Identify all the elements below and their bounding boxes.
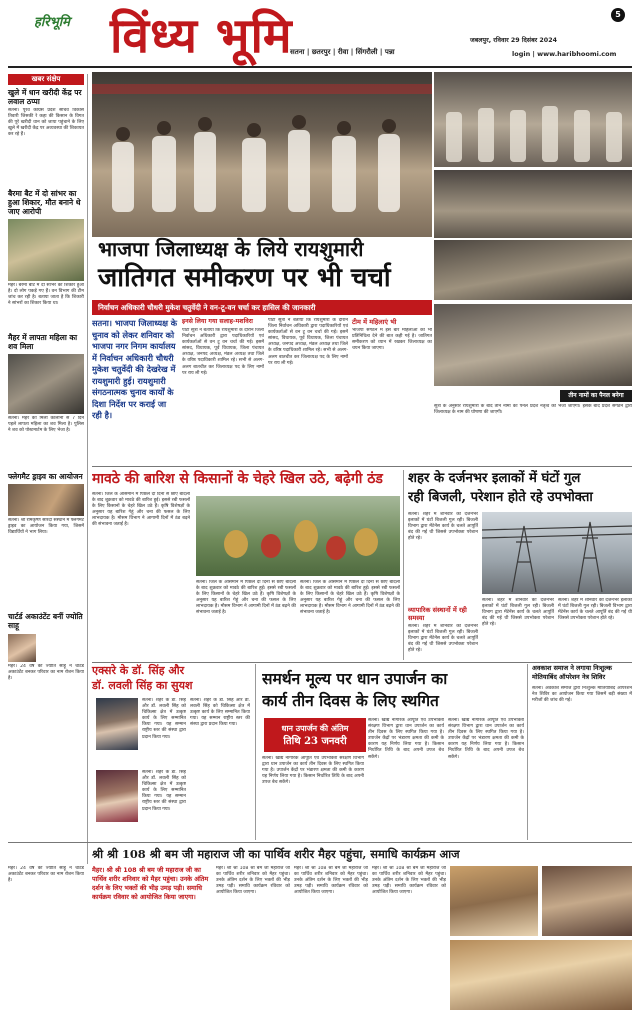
rain-body-3: सतना। जिले के आसमान में पिछले दो दिनों से छाए बादलों के बाद शुक्रवार को मावठे की बारिश हुई। इससे रबी फसलों के लिए किसानों के चेहरे खिल उठे हैं। कृषि विशेषज्ञों के अनुसार यह बारिश गेहूं और चना की फसल के लिए लाभदायक है। मौसम विभाग ने आगामी दिनों में ठंड बढ़ने की संभावना जताई है। [300, 580, 400, 616]
sidebar-bottom-text: मैहर। 24 वर्ष की ज्योति साहू ने चार्टर्ड अकाउंटेंट बनकर परिवार का नाम रोशन किया है। [8, 866, 84, 884]
lead-body-3: भाजपा संगठन में इस बार महिलाओं को भी प्रतिनिधित्व देने की बात कही गई है। जातिगत समीकरण को ध्यान में रखकर जिलाध्यक्ष का चयन किया जाएगा। [352, 328, 432, 352]
lead-headline-2: जातिगत समीकरण पर भी चर्चा [98, 263, 391, 293]
bottom-lead-text: मैहर। श्री श्री 108 श्री बम जी महाराज जी का पार्थिव शरीर शनिवार को मैहर पहुंचा। उनके अंतिम दर्शन के लिए भक्तों की भीड़ उमड़ पड़ी। समाधि कार्यक्रम रविवार को आयोजित किया जाएगा। [92, 866, 209, 901]
doctor-headline-2: डॉ. लवली सिंह का सुयश [92, 679, 193, 692]
rain-divider [403, 470, 404, 660]
msp-body-1: सतना। खाद्य नागरिक आपूर्ति एवं उपभोक्ता संरक्षण विभाग द्वारा धान उपार्जन का कार्य तीन दिवस के लिए स्थगित किया गया है। उपार्जन केंद्रों पर भंडारण क्षमता की कमी के कारण यह निर्णय लिया गया है। किसान निर्धारित तिथि के बाद अपनी उपज बेच सकेंगे। [262, 756, 364, 786]
masthead-rule [8, 66, 632, 68]
mid-divider [92, 662, 632, 663]
sidebar-lower [8, 612, 84, 862]
masthead-title: विंध्य भूमि [110, 8, 293, 64]
rain-photo [196, 496, 400, 576]
doctor-body-1: सतना। शहर के डॉ. सिंह और डॉ. लवली सिंह को चिकित्सा क्षेत्र में उत्कृष्ट कार्य के लिए सम्मानित किया गया। यह सम्मान राष्ट्रीय स्तर की संस्था द्वारा प्रदान किया गया। [142, 698, 186, 740]
rain-body-1: सतना। जिले के आसमान में पिछले दो दिनों से छाए बादलों के बाद शुक्रवार को मावठे की बारिश हुई। इससे रबी फसलों के लिए किसानों के चेहरे खिल उठे हैं। कृषि विशेषज्ञों के अनुसार यह बारिश गेहूं और चना की फसल के लिए लाभदायक है। मौसम विभाग ने आगामी दिनों में ठंड बढ़ने की संभावना जताई है। [92, 492, 190, 528]
lead-photo-4 [434, 240, 632, 300]
msp-body-3: सतना। खाद्य नागरिक आपूर्ति एवं उपभोक्ता संरक्षण विभाग द्वारा धान उपार्जन का कार्य तीन दिवस के लिए स्थगित किया गया है। उपार्जन केंद्रों पर भंडारण क्षमता की कमी के कारण यह निर्णय लिया गया है। किसान निर्धारित तिथि के बाद अपनी उपज बेच सकेंगे। [448, 718, 524, 760]
bottom-photo-3 [450, 940, 632, 1010]
bottom-divider [8, 842, 632, 843]
power-body-1: सतना। शहर में शनिवार को दर्जनभर इलाकों में घंटों बिजली गुल रही। बिजली विभाग द्वारा मेंटेनेंस कार्य के चलते आपूर्ति बंद की गई थी जिससे उपभोक्ता परेशान होते रहे। [408, 512, 478, 542]
lead-pull-quote: सतना। भाजपा जिलाध्यक्ष के चुनाव को लेकर शनिवार को भाजपा नगर निगम कार्यालय में निर्वाचन अधिकारी चौधरी मुकेश चतुर्वेदी की देखरेख में रायशुमारी हुई। रायशुमारी संगठनात्मक चुनाव कार्यों के दिशा निर्देश पर कराई जा रही है। [92, 318, 178, 420]
lead-col-3 [268, 318, 348, 466]
msp-box-line-2: तिथि 23 जनवरी [283, 736, 347, 747]
sidebar-text-5: मैहर। 24 वर्ष की ज्योति साहू ने चार्टर्ड अकाउंटेंट बनकर परिवार का नाम रोशन किया है। [8, 664, 84, 682]
lead-caption-tag: तीन नामों का पैनल बनेगा [560, 390, 632, 402]
power-subhead: व्यापारिक संस्थानों में रही समस्या [408, 606, 467, 622]
power-body-3: सतना। शहर में शनिवार को दर्जनभर इलाकों में घंटों बिजली गुल रही। बिजली विभाग द्वारा मेंटेनेंस कार्य के चलते आपूर्ति बंद की गई थी जिससे उपभोक्ता परेशान होते रहे। [482, 598, 554, 628]
bottom-body-3: मैहर। श्री श्री 108 श्री बम जी महाराज जी का पार्थिव शरीर शनिवार को मैहर पहुंचा। उनके अंतिम दर्शन के लिए भक्तों की भीड़ उमड़ पड़ी। समाधि कार्यक्रम रविवार को आयोजित किया जाएगा। [372, 866, 446, 896]
sidebar-divider [87, 74, 88, 864]
masthead [0, 0, 640, 68]
sidebar-text-2: मैहर। बैरमा बीट में दो सांभर का शिकार हुआ है। दो लोग पकड़े गए हैं। वन विभाग की टीम जांच कर रही है। बताया जाता है कि शिकारी ने सांभरों का शिकार किया था। [8, 283, 84, 307]
sidebar-text-1: सतना। पूरव कांग्रेस प्रदेश सचिव विकास तिवारी जिसकी रे कहा की किसान के विगत की पूरे खरीदी धान को जाया पहुंचाने के लिए खुले में खरीदी केंद्र पर अव्यवस्था की शिकायत कर रहे हैं। [8, 108, 84, 138]
lead-col-2 [182, 318, 264, 466]
doctor-headline-1: एक्सरे के डॉ. सिंह और [92, 664, 185, 677]
sidebar-headline-1: खुले में धान खरीदी केंद्र पर लवाल ठप्पा [8, 88, 82, 106]
lead-headline-1: भाजपा जिलाध्यक्ष के लिये रायशुमारी [98, 237, 364, 261]
lead-body-2: पार्टी सूत्रों ने बताया कि रायशुमारी के दौरान जिला निर्वाचन अधिकारी द्वारा पदाधिकारियों एवं कार्यकर्ताओं से वन टू वन चर्चा की गई। इसमें सांसद, विधायक, पूर्व विधायक, जिला पंचायत अध्यक्ष, जनपद अध्यक्ष, मंडल अध्यक्ष तथा जिले के वरिष्ठ पदाधिकारी शामिल रहे। सभी से अलग-अलग बातचीत कर जिलाध्यक्ष पद के लिए नामों पर राय ली गई। [268, 318, 348, 366]
edition-list: सतना | छतरपुर | रीवा | सिंगरौली | पन्ना [290, 48, 395, 56]
dateline: जबलपुर, रविवार 29 दिसंबर 2024 [470, 37, 557, 44]
sidebar-text-3: सतना। मैहर की मिली कॉलोनी से 7 दिन पहले लापता महिला का शव मिला है। पुलिस ने शव को पोस्टमार्टम के लिए भेजा है। [8, 416, 84, 434]
sidebar-headline-3: मैहर में लापता महिला का शव मिला [8, 333, 78, 351]
power-body-4: सतना। शहर में शनिवार को दर्जनभर इलाकों में घंटों बिजली गुल रही। बिजली विभाग द्वारा मेंटेनेंस कार्य के चलते आपूर्ति बंद की गई थी जिससे उपभोक्ता परेशान होते रहे। [558, 598, 632, 622]
power-photo-pylons [482, 512, 632, 594]
msp-headline-2: कार्य तीन दिवस के लिए स्थगित [262, 691, 439, 710]
sidebar-photo-1 [8, 219, 84, 281]
doctor-divider [255, 664, 256, 840]
sidebar-photo-3 [8, 484, 84, 516]
rain-body-2: सतना। जिले के आसमान में पिछले दो दिनों से छाए बादलों के बाद शुक्रवार को मावठे की बारिश हुई। इससे रबी फसलों के लिए किसानों के चेहरे खिल उठे हैं। कृषि विशेषज्ञों के अनुसार यह बारिश गेहूं और चना की फसल के लिए लाभदायक है। मौसम विभाग ने आगामी दिनों में ठंड बढ़ने की संभावना जताई है। [196, 580, 296, 616]
lead-subhead: इनसे लिया गया सलाह-मशविरा [182, 318, 253, 325]
scheme-body: सतना। अवकाश समाज द्वारा निःशुल्क मोतियाबिंद ऑपरेशन नेत्र शिविर का आयोजन किया गया जिसमें बड़ी संख्या में मरीजों की जांच की गई। [532, 686, 632, 704]
lead-divider [92, 466, 632, 467]
doctor-photo-2 [96, 770, 138, 822]
doctor-photo-1 [96, 698, 138, 750]
sidebar-photo-4 [8, 634, 36, 662]
sidebar-text-4: सतना। श्री रामकृष्ण सारदा संस्थान में फ्लेगमैट ड्राइव का आयोजन किया गया, जिसमें विद्यार्थियों ने भाग लिया। [8, 518, 84, 536]
scheme-headline-2: मोतियाबिंद ऑपरेशन नेत्र शिविर [532, 673, 606, 681]
lead-photo-5 [434, 304, 632, 386]
bottom-photo-1 [450, 866, 538, 936]
bottom-headline: श्री श्री 108 श्री बम जी महाराज जी का पार्थिव शरीर मैहर पहुंचा, समाधि कार्यक्रम आज [92, 847, 460, 861]
brand-logo: हरिभूमि [34, 15, 70, 30]
sidebar-label: खबर संक्षेप [8, 74, 84, 85]
lead-caption: सूत्रों के अनुसार रायशुमारी के बाद तीन नामों का पैनल प्रदेश नेतृत्व को भेजा जाएगा। इसके बाद प्रदेश संगठन द्वारा जिलाध्यक्ष के नाम की घोषणा की जाएगी। [434, 404, 632, 416]
rain-headline: मावठे की बारिश से किसानों के चेहरे खिल उठे, बढ़ेगी ठंड [92, 471, 383, 487]
lead-subhead-2: टीम में महिलाएं भी [352, 318, 397, 326]
scheme-headline-1: अवकाश समाज ने लगाया निःशुल्क [532, 664, 612, 672]
doctor-body-2: सतना। शहर के डॉ. सिंह और डॉ. लवली सिंह को चिकित्सा क्षेत्र में उत्कृष्ट कार्य के लिए सम्मानित किया गया। यह सम्मान राष्ट्रीय स्तर की संस्था द्वारा प्रदान किया गया। [190, 698, 250, 728]
sidebar-headline-4: फ्लेगमैट ड्राइव का आयोजन [8, 472, 83, 481]
power-photo [482, 512, 632, 594]
lead-col-4 [352, 318, 432, 466]
website[interactable]: login | www.haribhoomi.com [512, 50, 617, 58]
sidebar [8, 74, 84, 614]
msp-date-box [264, 718, 366, 752]
sidebar-headline-2: बैरमा बैट में दो सांभर का हुआ शिकार, मौत बनाने थे जाए आरोपी [8, 189, 81, 216]
doctor-body-3: सतना। शहर के डॉ. सिंह और डॉ. लवली सिंह को चिकित्सा क्षेत्र में उत्कृष्ट कार्य के लिए सम्मानित किया गया। यह सम्मान राष्ट्रीय स्तर की संस्था द्वारा प्रदान किया गया। [142, 770, 186, 812]
power-headline-2: रही बिजली, परेशान होते रहे उपभोक्ता [408, 490, 593, 505]
lead-photo-main [92, 72, 432, 237]
power-headline-1: शहर के दर्जनभर इलाकों में घंटों गुल [408, 471, 581, 486]
msp-box-line-1: धान उपार्जन की अंतिम [281, 723, 349, 733]
bottom-body-1: मैहर। श्री श्री 108 श्री बम जी महाराज जी का पार्थिव शरीर शनिवार को मैहर पहुंचा। उनके अंतिम दर्शन के लिए भक्तों की भीड़ उमड़ पड़ी। समाधि कार्यक्रम रविवार को आयोजित किया जाएगा। [216, 866, 290, 896]
lead-photo-figures [92, 72, 432, 237]
msp-headline-1: समर्थन मूल्य पर धान उपार्जन का [262, 669, 448, 688]
bottom-body-2: मैहर। श्री श्री 108 श्री बम जी महाराज जी का पार्थिव शरीर शनिवार को मैहर पहुंचा। उनके अंतिम दर्शन के लिए भक्तों की भीड़ उमड़ पड़ी। समाधि कार्यक्रम रविवार को आयोजित किया जाएगा। [294, 866, 368, 896]
lead-photo-3 [434, 170, 632, 238]
lead-deck: निर्वाचन अधिकारी चौधरी मुकेश चतुर्वेदी ने वन-टू-वन चर्चा कर हासिल की जानकारी [92, 300, 432, 315]
bottom-photo-2 [542, 866, 632, 936]
msp-body-2: सतना। खाद्य नागरिक आपूर्ति एवं उपभोक्ता संरक्षण विभाग द्वारा धान उपार्जन का कार्य तीन दिवस के लिए स्थगित किया गया है। उपार्जन केंद्रों पर भंडारण क्षमता की कमी के कारण यह निर्णय लिया गया है। किसान निर्धारित तिथि के बाद अपनी उपज बेच सकेंगे। [368, 718, 444, 760]
lead-body-1: पार्टी सूत्रों ने बताया कि रायशुमारी के दौरान जिला निर्वाचन अधिकारी द्वारा पदाधिकारियों एवं कार्यकर्ताओं से वन टू वन चर्चा की गई। इसमें सांसद, विधायक, पूर्व विधायक, जिला पंचायत अध्यक्ष, जनपद अध्यक्ष, मंडल अध्यक्ष तथा जिले के वरिष्ठ पदाधिकारी शामिल रहे। सभी से अलग-अलग बातचीत कर जिलाध्यक्ष पद के लिए नामों पर राय ली गई। [182, 328, 264, 376]
lead-photo-2 [434, 72, 632, 167]
page-number: 5 [611, 8, 625, 22]
msp-divider [527, 664, 528, 840]
power-body-2: सतना। शहर में शनिवार को दर्जनभर इलाकों में घंटों बिजली गुल रही। बिजली विभाग द्वारा मेंटेनेंस कार्य के चलते आपूर्ति बंद की गई थी जिससे उपभोक्ता परेशान होते रहे। [408, 624, 478, 654]
sidebar-photo-2 [8, 354, 84, 414]
sidebar-headline-5: चार्टर्ड अकाउंटेंट बनीं ज्योति साहू [8, 612, 83, 630]
rain-photo-figures [196, 496, 400, 576]
